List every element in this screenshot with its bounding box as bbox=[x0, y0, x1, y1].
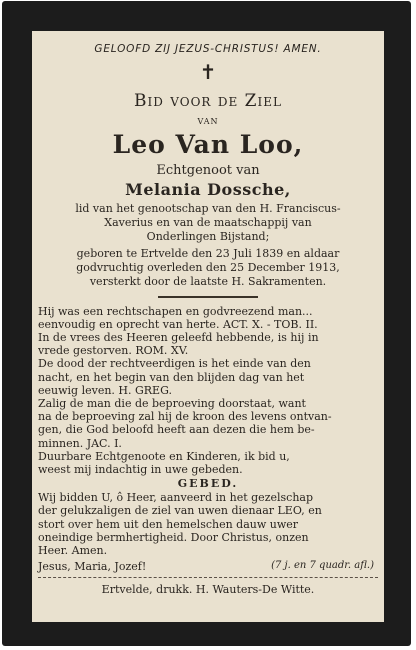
membership-text bbox=[38, 202, 378, 244]
verse-line: eeuwig leven. H. GREG. bbox=[38, 383, 172, 397]
life-line: geboren te Ertvelde den 23 Juli 1839 en aldaar bbox=[76, 247, 340, 260]
black-border-frame bbox=[2, 1, 411, 646]
prayer-block bbox=[38, 491, 378, 557]
prayer-line: stort over hem uit den hemelschen dauw uwer bbox=[38, 517, 299, 531]
verses-block bbox=[38, 305, 378, 477]
life-line: versterkt door de laatste H. Sakramenten. bbox=[89, 275, 327, 288]
verse-line: nacht, en het begin van den blijden dag van het bbox=[38, 370, 305, 384]
indulgence-note: (7 j. en 7 quadr. afl.) bbox=[271, 560, 374, 572]
footer-divider bbox=[38, 577, 378, 579]
verse-line: eenvoudig en oprecht van herte. ACT. X. - TOB. II. bbox=[38, 317, 318, 331]
deceased-name: Leo Van Loo, bbox=[112, 130, 304, 159]
divider bbox=[158, 296, 258, 298]
verse-line: minnen. JAC. I. bbox=[38, 436, 122, 450]
prayer-card bbox=[32, 31, 384, 622]
membership-line: Onderlingen Bijstand; bbox=[146, 230, 270, 243]
invocation-row bbox=[38, 560, 378, 573]
membership-line: lid van het genootschap van den H. Franciscus- bbox=[75, 202, 341, 215]
spouse-label: Echtgenoot van bbox=[156, 163, 260, 178]
prayer-line: oneindige bermhertigheid. Door Christus, onzen bbox=[38, 530, 309, 544]
prayer-line: Wij bidden U, ô Heer, aanveerd in het gezelschap bbox=[38, 491, 314, 505]
verse-line: In de vrees des Heeren geleefd hebbende, is hij in bbox=[38, 330, 319, 344]
prayer-line: der gelukzaligen de ziel van uwen dienaar LEO, en bbox=[38, 504, 322, 518]
verse-line: Duurbare Echtgenoote en Kinderen, ik bid u, bbox=[38, 449, 290, 463]
prayer-title: Bid voor de Ziel bbox=[134, 91, 282, 111]
verse-line: na de beproeving zal hij de kroon des levens ontvan- bbox=[38, 410, 332, 424]
verse-line: Zalig de man die de beproeving doorstaat, want bbox=[38, 396, 306, 410]
printer-credit: Ertvelde, drukk. H. Wauters-De Witte. bbox=[101, 583, 315, 597]
life-dates-text bbox=[38, 247, 378, 289]
cross-icon: ✝ bbox=[199, 60, 217, 84]
verse-line: vrede gestorven. ROM. XV. bbox=[38, 344, 189, 358]
prayer-line: Heer. Amen. bbox=[38, 543, 108, 557]
motto: GELOOFD ZIJ JEZUS-CHRISTUS! AMEN. bbox=[94, 43, 322, 55]
verse-line: De dood der rechtveerdigen is het einde van den bbox=[38, 357, 311, 371]
verse-line: Hij was een rechtschapen en godvreezend man... bbox=[38, 304, 313, 318]
prayer-heading: GEBED. bbox=[177, 477, 239, 491]
life-line: godvruchtig overleden den 25 December 1913, bbox=[76, 261, 340, 274]
van-label: van bbox=[197, 114, 219, 127]
verse-line: weest mij indachtig in uwe gebeden. bbox=[38, 462, 243, 476]
membership-line: Xaverius en van de maatschappij van bbox=[104, 216, 312, 229]
spouse-name: Melania Dossche, bbox=[125, 180, 291, 199]
invocation: Jesus, Maria, Jozef! bbox=[38, 560, 147, 574]
verse-line: gen, die God beloofd heeft aan dezen die hem be- bbox=[38, 423, 315, 437]
